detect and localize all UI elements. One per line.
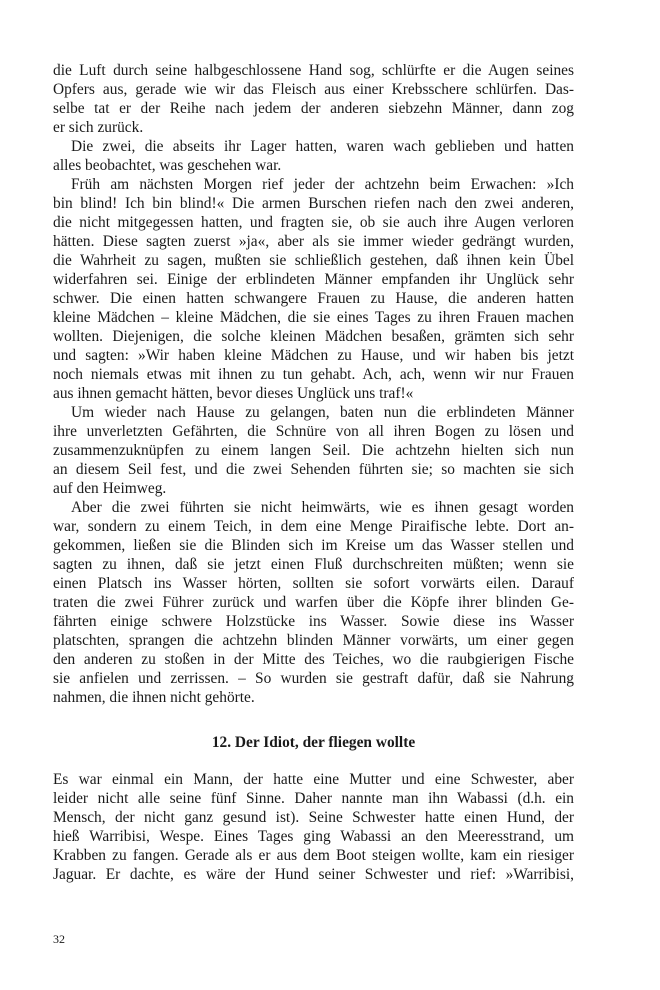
story-section-blind-men [53, 61, 574, 707]
text-line: traten die zwei Führer zurück und warfen über die Köpfe ihrer blinden Ge- [53, 594, 574, 611]
text-line: sie anfielen und zerrissen. – So wurden sie gestraft dafür, daß sie Nahrung [53, 670, 574, 687]
text-line: Früh am nächsten Morgen rief jeder der achtzehn beim Erwachen: »Ich [71, 176, 574, 193]
text-line: gekommen, ließen sie die Blinden sich im Kreise um das Wasser stellen und [53, 537, 574, 554]
text-line: nahmen, die ihnen nicht gehörte. [53, 689, 255, 706]
text-line: Opfers aus, gerade wie wir das Fleisch aus einer Krebsschere schlürfen. Das- [53, 81, 574, 98]
text-line: aus ihnen gemacht hätten, bevor dieses Unglück uns traf!« [53, 385, 414, 402]
text-line: sagten zu ihnen, daß sie jetzt einen Fluß durchschreiten müßten; wenn sie [53, 556, 574, 573]
text-line: den anderen zu stoßen in der Mitte des Teiches, wo die raubgierigen Fische [53, 651, 574, 668]
text-line: die nicht mitgegessen hatten, und fragten sie, ob sie auch ihre Augen verloren [53, 214, 574, 231]
story-section-idiot [53, 770, 574, 884]
text-line: wollten. Diejenigen, die solche kleinen Mädchen besaßen, grämten sich sehr [53, 328, 574, 345]
text-line: ihre unverletzten Gefährten, die Schnüre von all ihren Bogen zu lösen und [53, 423, 574, 440]
text-line: bin blind! Ich bin blind!« Die armen Burschen riefen nach den zwei anderen, [53, 195, 574, 212]
text-line: er sich zurück. [53, 119, 144, 136]
text-line: einen Platsch ins Wasser hörten, sollten sie sofort vorwärts eilen. Darauf [53, 575, 574, 592]
text-line: fährten einige schwere Holzstücke ins Wasser. Sowie diese ins Wasser [53, 613, 574, 630]
page-number: 32 [53, 932, 65, 946]
text-line: Aber die zwei führten sie nicht heimwärts, wie es ihnen gesagt worden [71, 499, 574, 516]
text-line: noch niemals etwas mit ihnen zu tun gehabt. Ach, ach, wenn wir nur Frauen [53, 366, 574, 383]
chapter-heading: 12. Der Idiot, der fliegen wollte [211, 734, 416, 751]
text-line: Es war einmal ein Mann, der hatte eine Mutter und eine Schwester, aber [53, 771, 574, 788]
text-line: und sagten: »Wir haben kleine Mädchen zu Hause, und wir haben bis jetzt [53, 347, 574, 364]
text-line: platschten, sprangen die achtzehn blinden Männer vorwärts, um einer gegen [53, 632, 574, 649]
text-line: auf den Heimweg. [53, 480, 167, 497]
text-line: zusammenzuknüpfen zu einem langen Seil. Die achtzehn hielten sich nun [53, 442, 574, 459]
text-line: Mensch, der nicht ganz gesund ist). Seine Schwester hatte einen Hund, der [53, 809, 574, 826]
text-line: leider nicht alle seine fünf Sinne. Daher nannte man ihn Wabassi (d.h. ein [53, 790, 574, 807]
text-line: an diesem Seil fest, und die zwei Sehenden führten sie; so machten sie sich [53, 461, 574, 478]
text-line: widerfahren sei. Einige der erblindeten Männer empfanden ihr Unglück sehr [53, 271, 574, 288]
text-line: hieß Warribisi, Wespe. Eines Tages ging Wabassi an den Meeresstrand, um [53, 828, 574, 845]
text-line: schwer. Die einen hatten schwangere Frauen zu Hause, die anderen hatten [53, 290, 574, 307]
text-line: alles beobachtet, was geschehen war. [53, 157, 282, 174]
text-line: Um wieder nach Hause zu gelangen, baten nun die erblindeten Männer [71, 404, 574, 421]
text-line: hätten. Diese sagten zuerst »ja«, aber als sie immer wieder gedrängt wurden, [53, 233, 574, 250]
text-line: Krabben zu fangen. Gerade als er aus dem Boot steigen wollte, kam ein riesiger [53, 847, 574, 864]
text-line: Jaguar. Er dachte, es wäre der Hund seiner Schwester und rief: »Warribisi, [53, 866, 574, 883]
text-line: selbe tat er der Reihe nach jedem der anderen siebzehn Männer, dann zog [53, 100, 574, 117]
text-line: war, sondern zu einem Teich, in dem eine Menge Piraifische lebte. Dort an- [53, 518, 574, 535]
text-line: Die zwei, die abseits ihr Lager hatten, waren wach geblieben und hatten [71, 138, 574, 155]
text-line: die Luft durch seine halbgeschlossene Hand sog, schlürfte er die Augen seines [53, 62, 574, 79]
text-line: kleine Mädchen – kleine Mädchen, die sie eines Tages zu ihren Frauen machen [53, 309, 574, 326]
text-line: die Wahrheit zu sagen, mußten sie schließlich gestehen, daß ihnen kein Übel [53, 252, 574, 269]
page-body [53, 61, 574, 884]
